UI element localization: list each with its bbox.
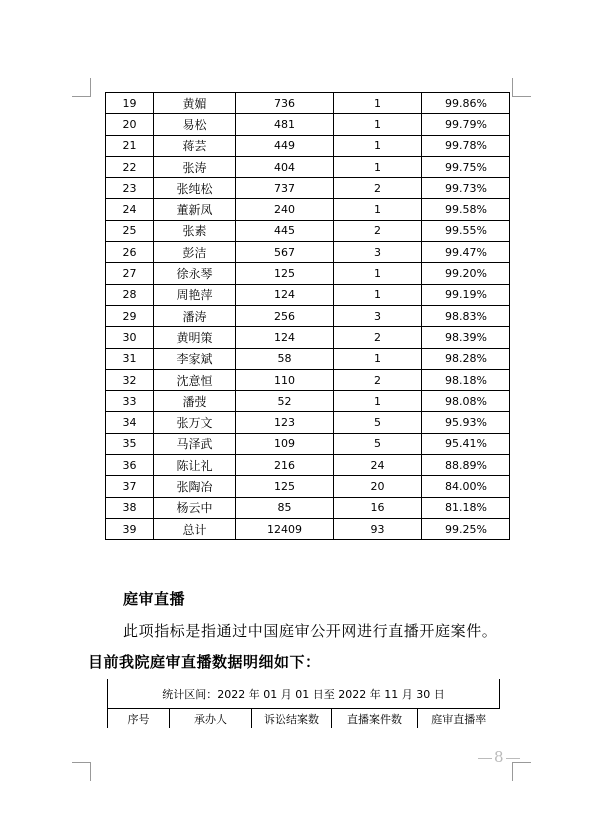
section-heading: 庭审直播 xyxy=(123,590,186,608)
table-row xyxy=(106,199,510,220)
live-cases: 1 xyxy=(334,93,422,114)
live-rate: 81.18% xyxy=(422,497,510,518)
table-row xyxy=(106,348,510,369)
handler-name: 张涛 xyxy=(154,156,236,177)
live-rate: 99.75% xyxy=(422,156,510,177)
live-rate: 99.79% xyxy=(422,114,510,135)
row-number: 34 xyxy=(106,412,154,433)
live-rate: 88.89% xyxy=(422,455,510,476)
handler-name: 潘弢 xyxy=(154,391,236,412)
handler-name: 徐永琴 xyxy=(154,263,236,284)
table-row xyxy=(106,263,510,284)
closed-cases: 124 xyxy=(236,327,334,348)
table2-range-row xyxy=(108,679,500,709)
row-number: 25 xyxy=(106,220,154,241)
live-rate: 99.73% xyxy=(422,178,510,199)
crop-mark-top-right xyxy=(512,78,531,97)
live-rate: 99.55% xyxy=(422,220,510,241)
live-rate: 99.86% xyxy=(422,93,510,114)
row-number: 19 xyxy=(106,93,154,114)
case-stats-table xyxy=(105,92,510,540)
table-row xyxy=(106,518,510,539)
live-cases: 16 xyxy=(334,497,422,518)
live-cases: 2 xyxy=(334,178,422,199)
row-number: 26 xyxy=(106,242,154,263)
row-number: 35 xyxy=(106,433,154,454)
section-paragraph: 此项指标是指通过中国庭审公开网进行直播开庭案件。 xyxy=(123,622,498,640)
table-row xyxy=(106,497,510,518)
live-cases: 1 xyxy=(334,114,422,135)
handler-name: 黄媚 xyxy=(154,93,236,114)
handler-name: 杨云中 xyxy=(154,497,236,518)
live-rate: 95.93% xyxy=(422,412,510,433)
row-number: 23 xyxy=(106,178,154,199)
live-cases: 1 xyxy=(334,284,422,305)
handler-name: 沈意恒 xyxy=(154,369,236,390)
live-cases: 1 xyxy=(334,199,422,220)
handler-name: 张纯松 xyxy=(154,178,236,199)
table-row xyxy=(106,284,510,305)
crop-mark-bottom-left xyxy=(72,762,91,781)
live-cases: 1 xyxy=(334,135,422,156)
live-cases: 1 xyxy=(334,348,422,369)
live-rate: 99.19% xyxy=(422,284,510,305)
handler-name: 李家斌 xyxy=(154,348,236,369)
live-cases: 3 xyxy=(334,242,422,263)
live-rate: 84.00% xyxy=(422,476,510,497)
handler-name: 黄明策 xyxy=(154,327,236,348)
table-row xyxy=(106,391,510,412)
live-rate: 95.41% xyxy=(422,433,510,454)
handler-name: 周艳萍 xyxy=(154,284,236,305)
live-rate: 99.20% xyxy=(422,263,510,284)
closed-cases: 240 xyxy=(236,199,334,220)
page-number-value: 8 xyxy=(494,748,504,766)
header-live-cases: 直播案件数 xyxy=(332,709,418,729)
live-rate: 98.28% xyxy=(422,348,510,369)
live-rate: 98.08% xyxy=(422,391,510,412)
table-row xyxy=(106,433,510,454)
closed-cases: 737 xyxy=(236,178,334,199)
row-number: 21 xyxy=(106,135,154,156)
handler-name: 陈让礼 xyxy=(154,455,236,476)
handler-name: 董新凤 xyxy=(154,199,236,220)
closed-cases: 58 xyxy=(236,348,334,369)
table-row xyxy=(106,178,510,199)
closed-cases: 124 xyxy=(236,284,334,305)
handler-name: 潘涛 xyxy=(154,305,236,326)
closed-cases: 567 xyxy=(236,242,334,263)
row-number: 29 xyxy=(106,305,154,326)
live-rate: 99.78% xyxy=(422,135,510,156)
live-cases: 93 xyxy=(334,518,422,539)
closed-cases: 52 xyxy=(236,391,334,412)
handler-name: 张陶冶 xyxy=(154,476,236,497)
header-live-rate: 庭审直播率 xyxy=(418,709,500,729)
closed-cases: 110 xyxy=(236,369,334,390)
page-number-dash-right xyxy=(506,758,520,759)
table-row xyxy=(106,369,510,390)
live-broadcast-table xyxy=(107,679,500,728)
live-cases: 3 xyxy=(334,305,422,326)
live-cases: 2 xyxy=(334,327,422,348)
live-cases: 5 xyxy=(334,412,422,433)
row-number: 24 xyxy=(106,199,154,220)
handler-name: 蒋芸 xyxy=(154,135,236,156)
handler-name: 总计 xyxy=(154,518,236,539)
row-number: 22 xyxy=(106,156,154,177)
live-cases: 1 xyxy=(334,156,422,177)
table-row xyxy=(106,156,510,177)
live-rate: 99.25% xyxy=(422,518,510,539)
handler-name: 张万文 xyxy=(154,412,236,433)
closed-cases: 481 xyxy=(236,114,334,135)
live-cases: 24 xyxy=(334,455,422,476)
page-number-dash-left xyxy=(478,758,492,759)
live-rate: 99.58% xyxy=(422,199,510,220)
closed-cases: 445 xyxy=(236,220,334,241)
closed-cases: 125 xyxy=(236,263,334,284)
closed-cases: 125 xyxy=(236,476,334,497)
live-cases: 2 xyxy=(334,369,422,390)
table-row xyxy=(106,476,510,497)
header-no: 序号 xyxy=(108,709,170,729)
table-row xyxy=(106,242,510,263)
handler-name: 彭洁 xyxy=(154,242,236,263)
table-row xyxy=(106,135,510,156)
row-number: 28 xyxy=(106,284,154,305)
closed-cases: 85 xyxy=(236,497,334,518)
live-cases: 2 xyxy=(334,220,422,241)
live-cases: 20 xyxy=(334,476,422,497)
closed-cases: 449 xyxy=(236,135,334,156)
stat-range: 统计区间：2022 年 01 月 01 日至 2022 年 11 月 30 日 xyxy=(108,679,500,709)
row-number: 39 xyxy=(106,518,154,539)
row-number: 37 xyxy=(106,476,154,497)
table-row xyxy=(106,455,510,476)
row-number: 33 xyxy=(106,391,154,412)
live-cases: 1 xyxy=(334,263,422,284)
row-number: 32 xyxy=(106,369,154,390)
table-row xyxy=(106,412,510,433)
closed-cases: 109 xyxy=(236,433,334,454)
header-closed-cases: 诉讼结案数 xyxy=(252,709,332,729)
table-row xyxy=(106,114,510,135)
crop-mark-top-left xyxy=(72,78,91,97)
row-number: 31 xyxy=(106,348,154,369)
closed-cases: 12409 xyxy=(236,518,334,539)
closed-cases: 216 xyxy=(236,455,334,476)
table2-header-row xyxy=(108,709,500,729)
page-number xyxy=(476,748,522,766)
row-number: 30 xyxy=(106,327,154,348)
closed-cases: 123 xyxy=(236,412,334,433)
closed-cases: 256 xyxy=(236,305,334,326)
row-number: 27 xyxy=(106,263,154,284)
closed-cases: 404 xyxy=(236,156,334,177)
live-cases: 1 xyxy=(334,391,422,412)
case-stats-table-body xyxy=(106,93,510,540)
row-number: 20 xyxy=(106,114,154,135)
live-cases: 5 xyxy=(334,433,422,454)
row-number: 38 xyxy=(106,497,154,518)
table-row xyxy=(106,327,510,348)
handler-name: 张素 xyxy=(154,220,236,241)
table-row xyxy=(106,220,510,241)
handler-name: 易松 xyxy=(154,114,236,135)
section-intro: 目前我院庭审直播数据明细如下： xyxy=(88,653,321,671)
table-row xyxy=(106,93,510,114)
live-rate: 98.18% xyxy=(422,369,510,390)
row-number: 36 xyxy=(106,455,154,476)
live-rate: 99.47% xyxy=(422,242,510,263)
live-rate: 98.39% xyxy=(422,327,510,348)
table-row xyxy=(106,305,510,326)
handler-name: 马泽武 xyxy=(154,433,236,454)
header-handler: 承办人 xyxy=(170,709,252,729)
live-rate: 98.83% xyxy=(422,305,510,326)
closed-cases: 736 xyxy=(236,93,334,114)
